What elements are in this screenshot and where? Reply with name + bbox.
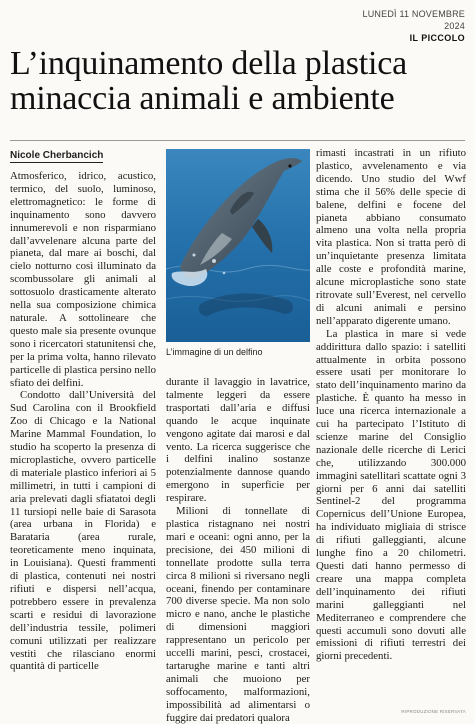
issue-date: LUNEDÌ 11 NOVEMBRE 2024 (362, 9, 465, 31)
headline-line-2: minaccia animali e ambiente (10, 80, 395, 117)
article-column-3 (316, 147, 466, 710)
paragraph: durante il lavaggio in lavatrice, talmente leggeri da essere trasportati dall’aria e diffusi quando le acque inquinate vengono agitate dai marosi e dal vento. La ricerca suggerisce che i delfini inalino sostanze potenzialmente dannose quando emergono in superficie per respirare. (166, 376, 310, 505)
newspaper-name: IL PICCOLO (409, 33, 465, 43)
article-headline (10, 46, 465, 116)
paragraph: La plastica in mare si vede addirittura dallo spazio: i satelliti attualmente in orbita possono essere usati per monitorare lo stato dell’inquinamento marino da plastiche. È quanto ha messo in luce una ricerca internazionale a cui ha partecipato l’Istituto di scienze marine del Consiglio nazionale delle ricerche di Lerici che, utilizzando 300.000 immagini satellitari scattate ogni 3 giorni per 6 anni dai satelliti Sentinel-2 del programma Copernicus dell’Unione Europea, ha individuato migliaia di strisce di rifiuti galleggianti, alcune lunghe fino a 20 chilometri. Questi dati hanno permesso di creare una mappa completa dell’inquinamento dei rifiuti marini galleggianti nel Mediterraneo e comprendere che questi accumuli sono dovuti alle emissioni di rifiuti terrestri dei giorni precedenti. (316, 327, 466, 663)
author-byline: Nicole Cherbancich (10, 150, 104, 161)
dolphin-illustration (166, 149, 310, 342)
copyright-notice: RIPRODUZIONE RISERVATA (401, 709, 466, 714)
headline-divider (10, 140, 465, 141)
article-column-2 (166, 376, 310, 724)
article-column-1 (10, 170, 156, 710)
page-header (355, 8, 465, 43)
photo-caption: L’immagine di un delfino (166, 347, 263, 357)
dolphin-photo (166, 149, 310, 342)
headline-line-1: L’inquinamento della plastica (10, 45, 408, 82)
paragraph: Milioni di tonnellate di plastica ristagnano nei nostri mari e oceani: ogni anno, per la precisione, dei 450 milioni di tonnellate prodotte sulla terra circa 8 milioni si riversano negli oceani, finendo per contaminare 700 diverse specie. Ma non solo micro e nano, anche le plastiche di dimensioni maggiori rappresentano un pericolo per uccelli marini, pesci, crostacei, tartarughe marine e tanti altri animali che muoiono per soffocamento, malformazioni, impossibilità ad alimentarsi o fuggire dai predatori qualora (166, 505, 310, 724)
paragraph: rimasti incastrati in un rifiuto plastico, avvelenamento e via dicendo. Uno studio del Wwf stima che il 56% delle specie di balene, delfini e focene del pianeta abbiano consumato almeno una volta nella propria vita plastica. Non si tratta però di un’inquietante presenza limitata alle coste e profondità marine, alcune microplastiche sono state ritrovate sull’Everest, nel cervello di alcuni animali e persino nell’apparato digerente umano. (316, 147, 466, 327)
paragraph: Condotto dall’Università del Sud Carolina con il Brookfield Zoo di Chicago e la National Marine Mammal Foundation, lo studio ha scoperto la presenza di microplastiche, ovvero particelle di materiale plastico inferiori ai 5 millimetri, in tutti i campioni di aria prelevati dagli sfiatatoi degli 11 tursiopi nelle baie di Sarasota (area urbana in Florida) e Barataria (area rurale, teoreticamente meno inquinata, in Louisiana). Questi frammenti di plastica, contenuti nei nostri rifiuti e dispersi nell’acqua, potrebbero essere in prevalenza scarti e residui di lavorazione dell’industria tessile, polimeri comuni utilizzati per realizzare vestiti che rilasciano enormi quantità di particelle (10, 389, 156, 673)
paragraph: Atmosferico, idrico, acustico, termico, del suolo, luminoso, elettromagnetico: le forme di inquinamento sono davvero innumerevoli e non risparmiano dall’avvelenare alcuna parte del pianeta, dal mare ai boschi, dal cielo notturno così illuminato da scombussolare gli animali al sottosuolo drasticamente alterato nella sua composizione chimica naturale. A sottolineare che questo male sia presente ovunque sono i ricercatori statunitensi che, per la prima volta, hanno rilevato particelle di plastica persino nello sfiato dei delfini. (10, 170, 156, 389)
